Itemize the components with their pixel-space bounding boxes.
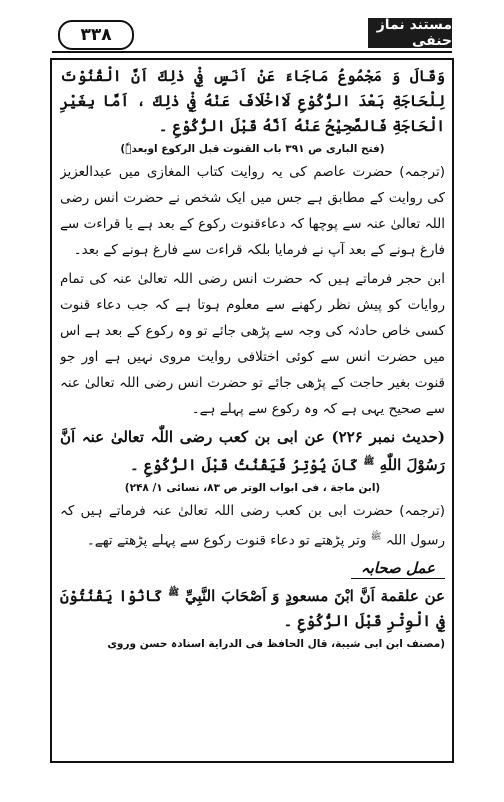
translation-text: (ترجمہ) حضرت ابی بن کعب رضی اللہ تعالیٰ عنہ فرماتے ہیں کہ رسول اللہ xyxy=(60,503,445,549)
salawat-glyph: ﷺ xyxy=(363,457,375,467)
header-rule xyxy=(52,51,452,53)
salawat-glyph-3: ﷺ xyxy=(168,587,180,598)
hadith-number-label: (حدیث نمبر ۲۲۶) xyxy=(331,428,445,446)
alqamah-text-2: كَانُوْا يَقْنُتُوْنَ فِي الْوِتْرِ قَبْلَ الرُّكُوْعِ ۔ xyxy=(60,586,445,630)
page-header xyxy=(52,18,452,54)
reference-ibn-majah: (ابن ماجة ، فی ابواب الوتر ص ۸۳، نسائی ۱/ ۲۴۸) xyxy=(124,482,381,494)
translation-paragraph: (ترجمہ) حضرت عاصم کی یہ روایت کتاب المغازی میں عبدالعزیز کی روایت کے مطابق ہے جس میں ایک شخص نے حضرت انس رضی اللہ تعالیٰ عنہ سے پوچھا کہ دعاءقنوت رکوع کے بعد ہے یا قراءت سے فارغ ہونے کے بعد آپ نے فرمایا بلکہ قراءت سے فارغ ہونے کے بعد۔ xyxy=(60,164,445,258)
book-title: مستند نماز حنفی xyxy=(368,18,452,48)
hadith-text-2: كَانَ يُوْتِرُ فَيَقْنُتُ قَبْلَ الرُّكُوْعِ ۔ xyxy=(129,456,359,474)
page-number: ۳۳۸ xyxy=(58,20,134,50)
page-content xyxy=(60,64,445,757)
alqamah-narration xyxy=(60,581,445,634)
hadith-226-paragraph xyxy=(60,425,445,478)
translation-hadith-226 xyxy=(60,498,445,554)
alqamah-text: عن علقمة اَنَّ ابْنَ مسعودٍ وَ اَصْحَابَ النَّبِيِّ xyxy=(184,586,445,605)
ibn-hajar-paragraph: ابن حجر فرماتے ہیں کہ حضرت انس رضی اللہ تعالیٰ عنہ کی تمام روایات کو پیش نظر رکھنے سے معلوم ہوتا ہے کہ جب دعاء قنوت کسی خاص حادثہ کی وجہ سے پڑھی جائے تو وہ رکوع کے بعد ہے اس میں حضرت انس سے کوئی اختلافی روایت مروی نہیں ہے اور جو قنوت بغیر حاجت کے پڑھی جائے تو حضرت انس رضی اللہ تعالیٰ عنہ سے صحیح یہی ہے کہ وہ رکوع سے پہلے ہے۔ xyxy=(60,271,445,417)
arabic-quote-paragraph: وَقَالَ وَ مَجْمُوعُ مَاجَاءَ عَنْ اَنَسٍ فِيْ ذٰلِكَ اَنَّ الْقُنُوْتَ لِلْحَاجَةِ بَعْدَ الرُّكُوْعِ لَااخْلَافَ عَنْهُ فِيْ ذٰلِكَ ، اَمَّا بِغَيْرِ الْحَاجَةِ فَالصَّحِيْحُ عَنْهُ اَنَّهُ قَبْلَ الرُّكُوْعِ ۔ xyxy=(60,67,445,135)
salawat-glyph-2: ﷺ xyxy=(370,532,382,542)
section-heading: عمل صحابہ xyxy=(351,559,445,579)
reference-fath-al-bari: (فتح الباری ص ۳۹۱ باب القنوت قبل الرکوع اوبعدہٗ) xyxy=(120,143,385,155)
section-heading-wrap xyxy=(60,558,445,579)
reference-musannaf: (مصنف ابن ابی شیبة، قال الحافظ فی الدرایة اسنادہ حسن وروی xyxy=(107,637,445,650)
hadith-text: عن ابی بن کعب رضی اللّٰہ تعالیٰ عنہ اَنَّ رَسُوْلَ اللّٰهِ xyxy=(60,428,445,474)
translation-text-2: وتر پڑھتے تو دعاء قنوت رکوع سے پہلے پڑھتے تھے۔ xyxy=(86,532,367,549)
